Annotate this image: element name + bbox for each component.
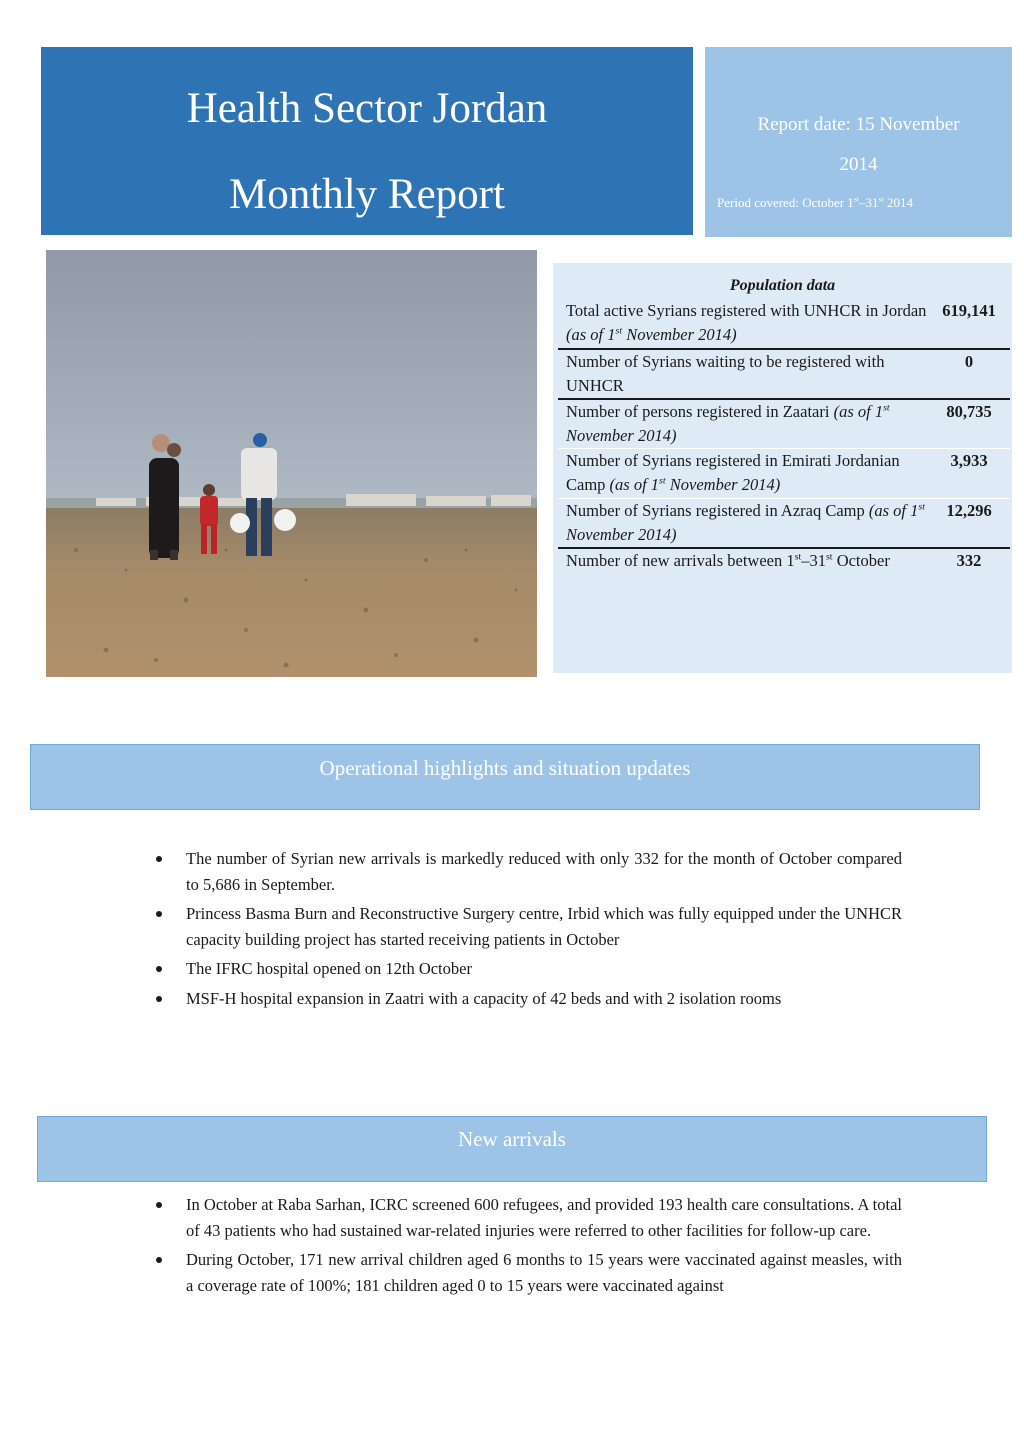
- row-label-end: October: [832, 551, 890, 570]
- row-note-sup: st: [615, 325, 623, 337]
- table-row: [558, 349, 1010, 399]
- list-item: In October at Raba Sarhan, ICRC screened 600 refugees, and provided 193 health care consultations. A total of 43 patients who had sustained war-related injuries were referred to other facilities for follow-up care.: [150, 1192, 902, 1243]
- list-item: MSF-H hospital expansion in Zaatri with a capacity of 42 beds and with 2 isolation rooms: [150, 986, 902, 1012]
- table-row: [558, 449, 1010, 499]
- report-date-line2: 2014: [839, 154, 878, 175]
- operations-heading-text: Operational highlights and situation updates: [319, 756, 691, 780]
- period-sup-start: st: [853, 194, 860, 204]
- population-row-value: 0: [928, 349, 1010, 399]
- row-note-sup: st: [918, 501, 925, 513]
- list-item: Princess Basma Burn and Reconstructive Surgery centre, Irbid which was fully equipped under the UNHCR capacity building project has started receiving patients in October: [150, 901, 902, 952]
- list-item: The number of Syrian new arrivals is markedly reduced with only 332 for the month of October compared to 5,686 in September.: [150, 846, 902, 897]
- operations-bullet-list: [150, 846, 902, 1015]
- table-row: [558, 399, 1010, 449]
- population-data-title: Population data: [729, 277, 836, 294]
- population-row-value: 332: [956, 551, 982, 570]
- row-note-sup: st: [659, 475, 666, 487]
- population-row-value: 619,141: [928, 299, 1010, 349]
- report-title-banner: [41, 47, 693, 235]
- table-row: [558, 548, 1010, 598]
- row-note: (as of 1: [566, 325, 616, 344]
- row-label-mid: –31: [801, 551, 826, 570]
- row-note: (as of 1: [609, 475, 660, 494]
- report-date-line1: Report date: 15 November: [757, 114, 960, 135]
- row-note-end: November 2014): [566, 525, 677, 544]
- population-row-label: [558, 449, 928, 499]
- list-item: The IFRC hospital opened on 12th October: [150, 956, 902, 982]
- row-label-text: Number of persons registered in Zaatari: [566, 402, 834, 421]
- table-row: [558, 499, 1010, 549]
- period-suffix: 2014: [883, 195, 913, 210]
- new-arrivals-bullet-list: [150, 1192, 902, 1302]
- population-row-label: [558, 548, 928, 598]
- period-sup-end: st: [878, 194, 884, 204]
- row-note-end: November 2014): [665, 475, 781, 494]
- population-row-label: [558, 499, 928, 549]
- report-date-box: [705, 47, 1012, 237]
- report-title-line2: Monthly Report: [229, 171, 505, 218]
- row-label-sup-start: st: [794, 551, 802, 563]
- row-note-sup: st: [883, 402, 890, 414]
- row-label-text: Total active Syrians registered with UNHCR in Jordan: [566, 301, 927, 320]
- row-label-text: Number of Syrians waiting to be registered with UNHCR: [566, 352, 885, 395]
- table-row: [558, 299, 1010, 349]
- period-mid: –31: [859, 195, 879, 210]
- operations-section-heading: [30, 744, 980, 810]
- population-data-table: [558, 299, 1010, 598]
- new-arrivals-heading-text: New arrivals: [458, 1127, 566, 1151]
- population-row-label: [558, 349, 928, 399]
- population-row-value: 12,296: [928, 499, 1010, 549]
- period-prefix: Period covered: October 1: [717, 195, 854, 210]
- list-item: During October, 171 new arrival children aged 6 months to 15 years were vaccinated against measles, with a coverage rate of 100%; 181 children aged 0 to 15 years were vaccinated against: [150, 1247, 902, 1298]
- report-title-line1: Health Sector Jordan: [186, 85, 548, 132]
- row-label-sup-end: st: [825, 551, 833, 563]
- row-label-text: Number of new arrivals between 1: [566, 551, 795, 570]
- row-note: (as of 1: [868, 501, 919, 520]
- row-label-text: Number of Syrians registered in Emirati Jordanian Camp: [566, 451, 900, 494]
- period-covered: [717, 196, 1012, 209]
- refugee-family-walking-photo: [46, 250, 537, 677]
- new-arrivals-section-heading: [37, 1116, 987, 1182]
- population-row-value: 80,735: [928, 399, 1010, 449]
- row-label-text: Number of Syrians registered in Azraq Camp: [566, 501, 869, 520]
- population-row-label: [558, 299, 928, 349]
- population-row-value: 3,933: [928, 449, 1010, 499]
- row-note-end: November 2014): [622, 325, 737, 344]
- population-row-label: [558, 399, 928, 449]
- row-note-end: November 2014): [566, 426, 677, 445]
- row-note: (as of 1: [833, 402, 884, 421]
